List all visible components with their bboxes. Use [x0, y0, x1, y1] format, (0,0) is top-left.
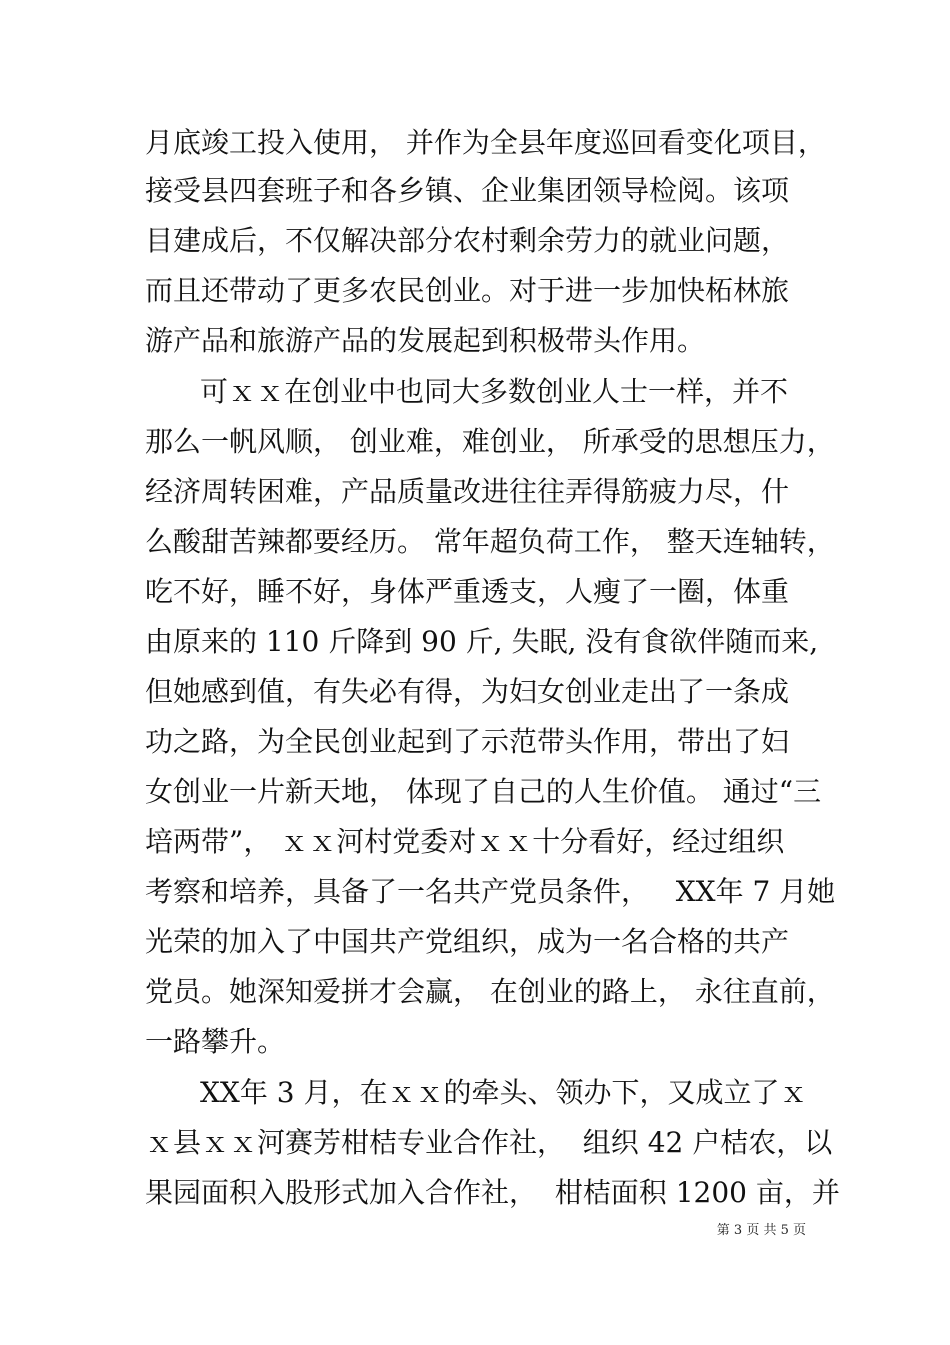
- text-line: 月底竣工投入使用， 并作为全县年度巡回看变化项目，: [145, 126, 826, 159]
- text-line: 培两带”， ｘｘ河村党委对ｘｘ十分看好，经过组织: [145, 825, 785, 858]
- text-line: 目建成后，不仅解决部分农村剩余劳力的就业问题，: [145, 224, 790, 257]
- text-line: 游产品和旅游产品的发展起到积极带头作用。: [145, 324, 706, 357]
- text-line: 由原来的 110 斤降到 90 斤, 失眠, 没有食欲伴随而来,: [145, 625, 819, 658]
- text-line: 接受县四套班子和各乡镇、企业集团领导检阅。该项: [145, 174, 790, 207]
- text-line: 果园面积入股形式加入合作社， 柑桔面积 1200 亩，并: [145, 1176, 840, 1209]
- text-line: ｘ县ｘｘ河赛芳柑桔专业合作社， 组织 42 户桔农，以: [145, 1126, 833, 1159]
- text-line: 那么一帆风顺， 创业难，难创业， 所承受的思想压力，: [145, 425, 835, 458]
- paragraph-first-line: XX年 3 月，在ｘｘ的牵头、领办下，又成立了ｘ: [200, 1076, 808, 1109]
- text-line: 女创业一片新天地， 体现了自己的人生价值。 通过“三: [145, 775, 822, 808]
- text-line: 经济周转困难，产品质量改进往往弄得筋疲力尽，什: [145, 475, 790, 508]
- text-line: 考察和培养，具备了一名共产党员条件， XX年 7 月她: [145, 875, 836, 908]
- text-line: 一路攀升。: [145, 1025, 286, 1058]
- text-line: 党员。她深知爱拼才会赢， 在创业的路上， 永往直前，: [145, 975, 835, 1008]
- text-line: 光荣的加入了中国共产党组织，成为一名合格的共产: [145, 925, 790, 958]
- text-line: 么酸甜苦辣都要经历。 常年超负荷工作， 整天连轴转，: [145, 525, 835, 558]
- text-line: 而且还带动了更多农民创业。对于进一步加快柘林旅: [145, 274, 790, 307]
- text-line: 吃不好，睡不好，身体严重透支，人瘦了一圈，体重: [145, 575, 790, 608]
- text-line: 但她感到值，有失必有得，为妇女创业走出了一条成: [145, 675, 790, 708]
- text-line: 功之路，为全民创业起到了示范带头作用，带出了妇: [145, 725, 790, 758]
- paragraph-first-line: 可ｘｘ在创业中也同大多数创业人士一样，并不: [200, 375, 789, 408]
- page-number-footer: 第 3 页 共 5 页: [716, 1223, 806, 1238]
